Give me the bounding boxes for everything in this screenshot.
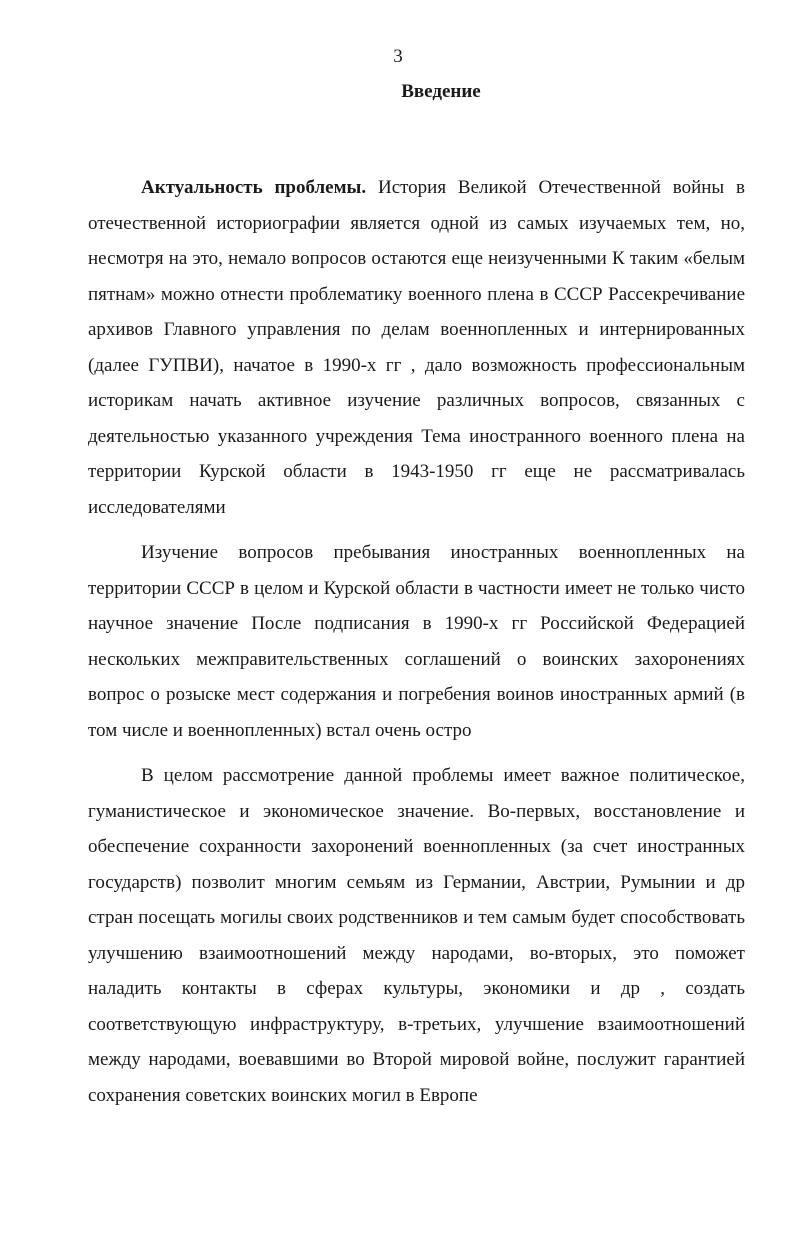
paragraph-text: История Великой Отечественной войны в отечественной историографии является одной из самых изучаемых тем, но, несмотря на это, немало вопросов остаются еще неизученными К таким «белым пятнам» можно отнести проблематику военного плена в СССР Рассекречивание архивов Главного управления по делам военнопленных и интернированных (далее ГУПВИ), начатое в 1990-х гг , дало возможность профессиональным историкам начать активное изучение различных вопросов, связанных с деятельностью указанного учреждения Тема иностранного военного плена на территории Курской области в 1943-1950 гг еще не рассматривалась исследователями [88, 177, 746, 518]
paragraph-lead: Актуальность проблемы. [141, 177, 367, 198]
paragraph-study [88, 535, 745, 748]
paragraph-text: В целом рассмотрение данной проблемы имеет важное политическое, гуманистическое и экономическое значение. Во-первых, восстановление и обеспечение сохранности захоронений военнопленных (за счет иностранных государств) позволит многим семьям из Германии, Австрии, Румынии и др стран посещать могилы своих родственников и тем самым будет способствовать улучшению взаимоотношений между народами, во-вторых, это поможет наладить контакты в сферах культуры, экономики и др , создать соответствующую инфраструктуру, в-третьих, улучшение взаимоотношений между народами, воевавшими во Второй мировой войне, послужит гарантией сохранения советских воинских могил в Европе [88, 765, 745, 1106]
paragraph-relevance [88, 170, 745, 525]
body-text [88, 170, 745, 1113]
paragraph-significance [88, 758, 745, 1113]
page-number: 3 [393, 46, 403, 67]
section-title: Введение [401, 81, 481, 102]
paragraph-text: Изучение вопросов пребывания иностранных военнопленных на территории СССР в целом и Курской области в частности имеет не только чисто научное значение После подписания в 1990-х гг Российской Федерацией нескольких межправительственных соглашений о воинских захоронениях вопрос о розыске мест содержания и погребения воинов иностранных армий (в том числе и военнопленных) встал очень остро [88, 542, 745, 741]
